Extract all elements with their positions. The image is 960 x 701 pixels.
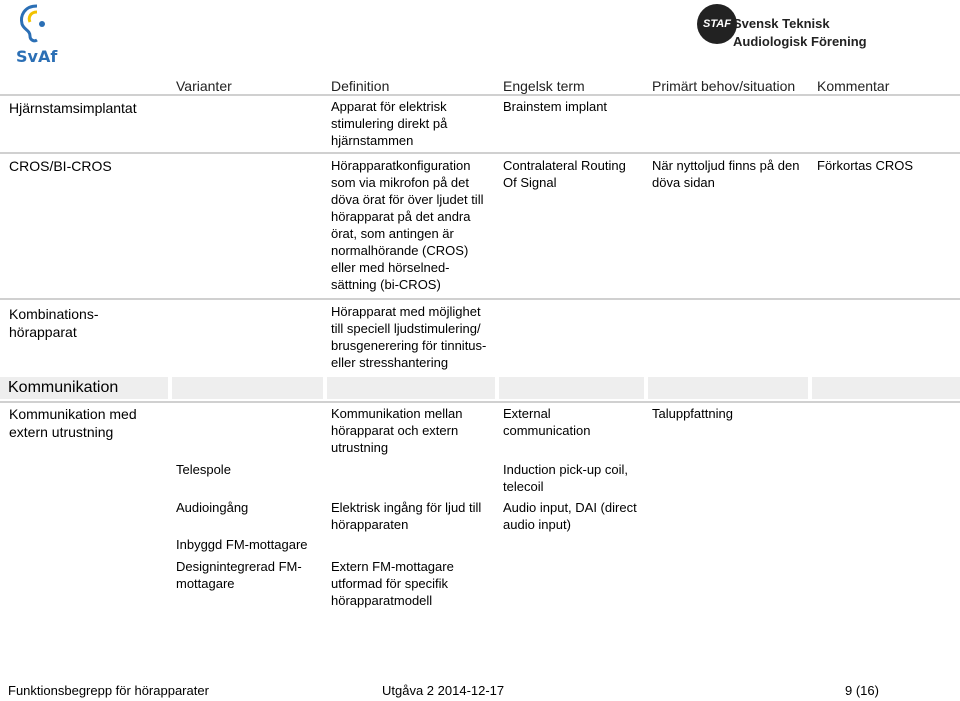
section-band <box>0 377 168 399</box>
section-band-cell <box>499 377 644 399</box>
row-need: När nyttoljud finns på den döva sidan <box>652 158 800 190</box>
row-term: Kombinations- hörapparat <box>9 306 99 340</box>
staf-name-line1: Svensk Teknisk <box>733 16 830 31</box>
footer-title: Funktionsbegrepp för hörapparater <box>8 683 209 698</box>
row-definition: Apparat för elektrisk stimulering direkt på hjärnstammen <box>331 99 448 148</box>
section-band-cell <box>327 377 495 399</box>
header-definition: Definition <box>331 78 390 94</box>
header-primart-behov: Primärt behov/situation <box>652 78 796 94</box>
footer-page-number: 9 (16) <box>845 683 879 698</box>
svaf-logo-text: SvAf <box>16 47 58 66</box>
row-definition: Hörapparat med möjlighet till speciell ljudstimulering/ brusgenerering för tinnitus- eller stresshantering <box>331 304 487 370</box>
variant-english: Audio input, DAI (direct audio input) <box>503 500 637 532</box>
staf-logo <box>697 2 887 58</box>
variant-definition: Extern FM-mottagare utformad för specifik hörapparatmodell <box>331 559 454 608</box>
row-term: Hjärnstamsimplantat <box>9 100 137 116</box>
section-title: Kommunikation <box>8 379 119 396</box>
header-varianter: Varianter <box>176 78 232 94</box>
row-divider <box>0 152 960 154</box>
variant-name: Inbyggd FM-mottagare <box>176 537 308 552</box>
row-english: External communication <box>503 406 591 438</box>
staf-name-line2: Audiologisk Förening <box>733 34 867 49</box>
svaf-logo <box>12 2 62 64</box>
variant-name: Telespole <box>176 462 231 477</box>
row-term: CROS/BI-CROS <box>9 158 112 174</box>
svaf-ear-icon <box>12 2 62 44</box>
section-band-cell <box>172 377 323 399</box>
header-engelsk-term: Engelsk term <box>503 78 585 94</box>
section-band-cell <box>648 377 808 399</box>
row-english: Brainstem implant <box>503 99 608 114</box>
header-kommentar: Kommentar <box>817 78 890 94</box>
header-divider <box>0 94 960 96</box>
variant-english: Induction pick-up coil, telecoil <box>503 462 629 494</box>
row-comment: Förkortas CROS <box>817 158 914 173</box>
variant-definition: Elektrisk ingång för ljud till hörapparaten <box>331 500 482 532</box>
section-band-cell <box>812 377 960 399</box>
row-definition: Kommunikation mellan hörapparat och extern utrustning <box>331 406 463 455</box>
row-divider <box>0 401 960 403</box>
row-divider <box>0 298 960 300</box>
row-english: Contralateral Routing Of Signal <box>503 158 626 190</box>
row-term: Kommunikation med extern utrustning <box>9 406 137 440</box>
footer-edition: Utgåva 2 2014-12-17 <box>382 683 505 698</box>
variant-name: Audioingång <box>176 500 249 515</box>
row-need: Taluppfattning <box>652 406 733 421</box>
staf-badge: STAF <box>697 4 737 44</box>
variant-name: Designintegrerad FM- mottagare <box>176 559 302 591</box>
row-definition: Hörapparatkonfiguration som via mikrofon på det döva örat för över ljudet till hörapparat på det andra örat, som antingen är normalhörande (CROS) eller med hörselned- sättning (bi-CROS) <box>331 158 484 292</box>
